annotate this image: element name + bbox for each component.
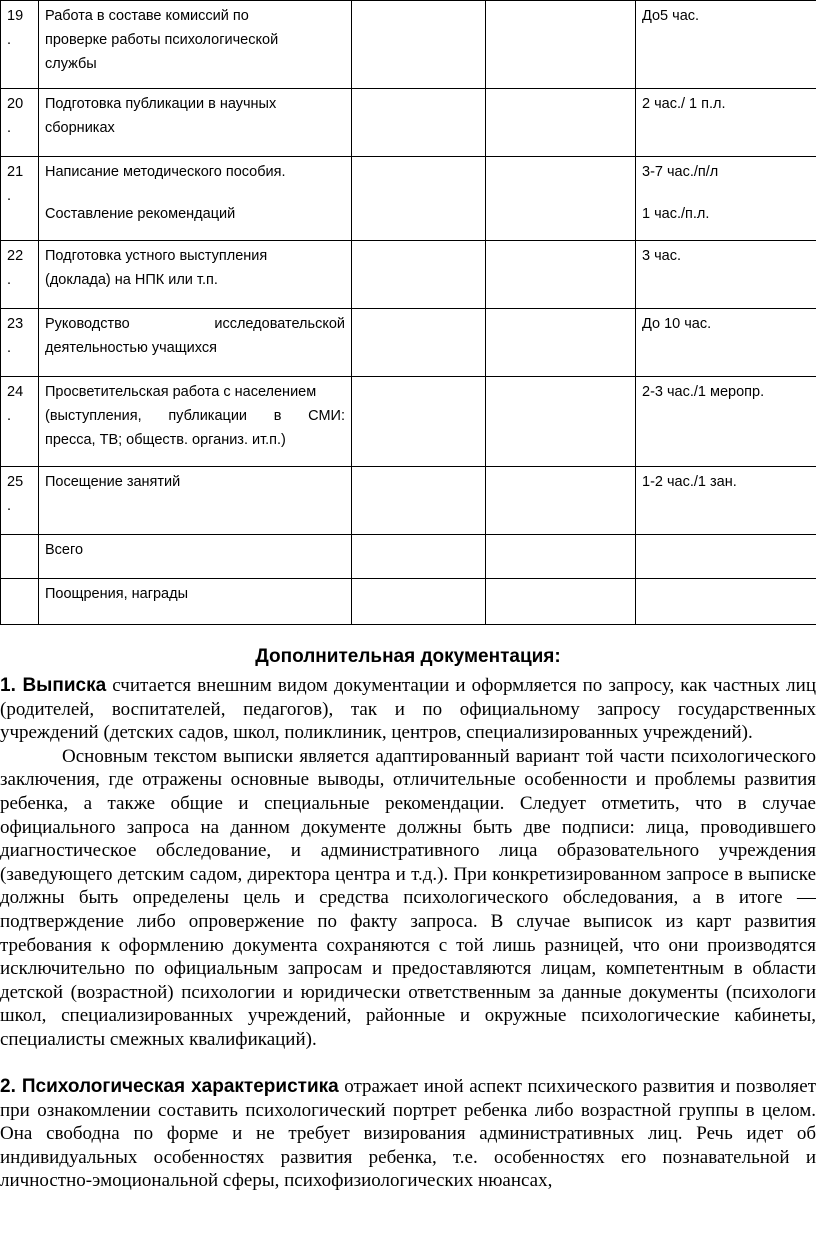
paragraph-characteristic-text: отражает иной аспект психического развития и позволяет при ознакомлении составить психологический портрет ребенка либо возрастной группы в целом. Она свободна по форме и не требует визирования административных лиц. Речь идет об индивидуальных особенностях развития ребенка, т.е. особенностях его познавательной и личностно-эмоциональной сферы, психофизиологических нюансах,	[0, 1076, 816, 1192]
workload-norms-table	[0, 0, 816, 625]
row-number-cell	[1, 309, 39, 377]
paragraph-characteristic-lead: 2. Психологическая характеристика	[0, 1076, 339, 1098]
activity-description-line: проверке работы психологической	[45, 32, 279, 48]
row-number-dot: .	[7, 120, 12, 136]
activity-description-line: Работа в составе комиссий по	[45, 8, 249, 24]
activity-description-line: Написание методического пособия.	[45, 164, 286, 180]
time-norm-cell	[636, 377, 816, 467]
time-norm-line: 3-7 час./п/л	[642, 164, 719, 180]
line-gap	[642, 184, 810, 202]
time-norm-line: 1-2 час./1 зан.	[642, 474, 737, 490]
activity-description-line: Посещение занятий	[45, 474, 181, 490]
row-number-dot: .	[7, 408, 12, 424]
row-number-dot: .	[7, 340, 12, 356]
row-number: 21	[7, 164, 24, 180]
row-number-cell	[1, 579, 39, 625]
empty-cell-b	[486, 241, 636, 309]
table-row	[1, 89, 816, 157]
row-number-dot: .	[7, 32, 12, 48]
empty-cell-b	[486, 89, 636, 157]
empty-cell-a	[352, 1, 486, 89]
activity-description-line: Составление рекомендаций	[45, 206, 236, 222]
activity-description-line: Руководство исследовательской	[45, 316, 345, 332]
empty-cell-b	[486, 1, 636, 89]
empty-cell-a	[352, 467, 486, 535]
time-norm-cell	[636, 1, 816, 89]
empty-cell-a	[352, 579, 486, 625]
table-row	[1, 377, 816, 467]
row-number-cell	[1, 241, 39, 309]
row-number: 23	[7, 316, 24, 332]
activity-description-line: сборниках	[45, 120, 115, 136]
empty-cell-a	[352, 157, 486, 241]
table-row	[1, 579, 816, 625]
row-number-cell	[1, 467, 39, 535]
row-number: 25	[7, 474, 24, 490]
paragraph-extract-body: Основным текстом выписки является адаптированный вариант той части психологического заключения, где отражены основные выводы, отличительные особенности и проблемы развития ребенка, а также общие и специальные рекомендации. Следует отметить, что в случае официального запроса на данном документе должны быть две подписи: лица, проводившего диагностическое обследование, и административного лица образовательного учреждения (заведующего детским садом, директора центра и т.д.). При конкретизированном запросе в выписке должны быть определены цель и средства психологического обследования, а в итоге — подтверждение либо опровержение по факту запроса. В случае выписок из карт развития требования к оформлению документа сохраняются с той лишь разницей, что они производятся исключительно по официальным запросам и предоставляются лицам, компетентным в области детской (возрастной) психологии и юридически ответственным за данные документы (психологи школ, специализированных учреждений, районные и окружные психологические кабинеты, специалисты смежных квалификаций).	[0, 745, 816, 1050]
time-norm-cell	[636, 157, 816, 241]
table-row	[1, 535, 816, 579]
activity-description-line: деятельностью учащихся	[45, 340, 217, 356]
row-number-cell	[1, 89, 39, 157]
activity-description-line: (доклада) на НПК или т.п.	[45, 272, 218, 288]
row-number-dot: .	[7, 272, 12, 288]
activity-description-cell	[39, 309, 352, 377]
activity-description-line: Поощрения, награды	[45, 586, 188, 602]
activity-description-line: Подготовка публикации в научных	[45, 96, 277, 112]
table-row	[1, 157, 816, 241]
activity-description-cell	[39, 467, 352, 535]
table-row	[1, 467, 816, 535]
paragraph-spacer	[0, 1052, 816, 1076]
time-norm-cell	[636, 89, 816, 157]
activity-description-cell	[39, 535, 352, 579]
activity-description-cell	[39, 1, 352, 89]
time-norm-line: 1 час./п.л.	[642, 206, 710, 222]
activity-description-cell	[39, 579, 352, 625]
row-number-dot: .	[7, 188, 12, 204]
table-row	[1, 241, 816, 309]
time-norm-line: 2-3 час./1 меропр.	[642, 384, 765, 400]
time-norm-line: До 10 час.	[642, 316, 712, 332]
empty-cell-a	[352, 535, 486, 579]
empty-cell-b	[486, 157, 636, 241]
row-number-cell	[1, 535, 39, 579]
line-gap	[45, 184, 345, 202]
time-norm-cell	[636, 579, 816, 625]
empty-cell-b	[486, 579, 636, 625]
section-heading: Дополнительная документация:	[255, 646, 561, 667]
time-norm-line: 3 час.	[642, 248, 681, 264]
activity-description-line: пресса, ТВ; обществ. организ. ит.п.)	[45, 432, 286, 448]
empty-cell-b	[486, 309, 636, 377]
row-number-cell	[1, 1, 39, 89]
empty-cell-a	[352, 377, 486, 467]
activity-description-line: (выступления, публикации в СМИ:	[45, 408, 345, 424]
paragraph-extract	[0, 674, 816, 745]
empty-cell-a	[352, 309, 486, 377]
time-norm-cell	[636, 467, 816, 535]
table-row	[1, 309, 816, 377]
activity-description-line: Подготовка устного выступления	[45, 248, 268, 264]
row-number: 24	[7, 384, 24, 400]
row-number-cell	[1, 377, 39, 467]
activity-description-cell	[39, 157, 352, 241]
activity-description-line: Просветительская работа с населением	[45, 384, 317, 400]
activity-description-cell	[39, 241, 352, 309]
paragraph-characteristic	[0, 1075, 816, 1193]
row-number-cell	[1, 157, 39, 241]
empty-cell-b	[486, 535, 636, 579]
additional-documentation-section	[0, 644, 816, 1193]
time-norm-cell	[636, 241, 816, 309]
empty-cell-b	[486, 467, 636, 535]
activity-description-line: Всего	[45, 542, 84, 558]
activity-description-line: службы	[45, 56, 97, 72]
time-norm-line: 2 час./ 1 п.л.	[642, 96, 726, 112]
row-number: 20	[7, 96, 24, 112]
empty-cell-a	[352, 241, 486, 309]
time-norm-cell	[636, 309, 816, 377]
activity-description-cell	[39, 377, 352, 467]
time-norm-cell	[636, 535, 816, 579]
paragraph-extract-text: считается внешним видом документации и оформляется по запросу, как частных лиц (родителей, воспитателей, педагогов), так и по официальному запросу государственных учреждений (детских садов, школ, поликлиник, центров, специализированных учреждений).	[0, 675, 816, 744]
empty-cell-b	[486, 377, 636, 467]
table-row	[1, 1, 816, 89]
row-number: 22	[7, 248, 24, 264]
row-number: 19	[7, 8, 24, 24]
row-number-dot: .	[7, 498, 12, 514]
empty-cell-a	[352, 89, 486, 157]
time-norm-line: До5 час.	[642, 8, 700, 24]
activity-description-cell	[39, 89, 352, 157]
paragraph-extract-lead: 1. Выписка	[0, 675, 107, 696]
